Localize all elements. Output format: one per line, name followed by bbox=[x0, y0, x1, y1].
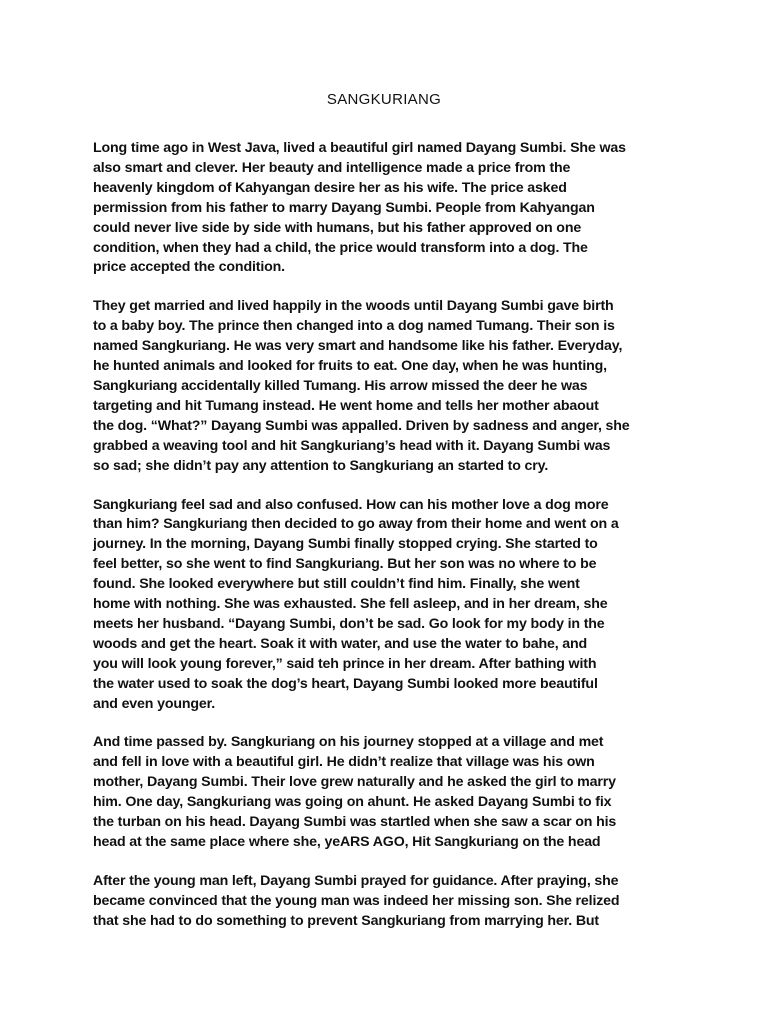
text-line: grabbed a weaving tool and hit Sangkuriang’s head with it. Dayang Sumbi was bbox=[93, 437, 611, 454]
text-line: woods and get the heart. Soak it with water, and use the water to bahe, and bbox=[93, 635, 588, 652]
text-line: targeting and hit Tumang instead. He went home and tells her mother abaout bbox=[93, 397, 599, 414]
text-line: than him? Sangkuriang then decided to go away from their home and went on a bbox=[93, 516, 619, 533]
text-line: named Sangkuriang. He was very smart and handsome like his father. Everyday, bbox=[93, 338, 623, 355]
text-line: Sangkuriang accidentally killed Tumang. His arrow missed the deer he was bbox=[93, 377, 588, 394]
text-line: price accepted the condition. bbox=[93, 259, 285, 276]
text-line: could never live side by side with humans, but his father approved on one bbox=[93, 219, 582, 236]
paragraph-3 bbox=[93, 496, 693, 715]
paragraph-1 bbox=[93, 139, 693, 278]
text-line: became convinced that the young man was indeed her missing son. She relized bbox=[93, 892, 620, 909]
text-line: Long time ago in West Java, lived a beautiful girl named Dayang Sumbi. She was bbox=[93, 140, 626, 156]
text-line: you will look young forever,” said teh prince in her dream. After bathing with bbox=[93, 655, 597, 672]
text-line: the water used to soak the dog’s heart, Dayang Sumbi looked more beautiful bbox=[93, 675, 598, 692]
document-title: SANGKURIANG bbox=[326, 91, 442, 108]
text-line: heavenly kingdom of Kahyangan desire her as his wife. The price asked bbox=[93, 179, 567, 196]
text-line: feel better, so she went to find Sangkuriang. But her son was no where to be bbox=[93, 556, 597, 573]
text-line: so sad; she didn’t pay any attention to Sangkuriang an started to cry. bbox=[93, 457, 549, 474]
text-line: and even younger. bbox=[93, 695, 216, 712]
paragraph-5 bbox=[93, 872, 693, 932]
paragraph-4 bbox=[93, 733, 693, 852]
text-line: journey. In the morning, Dayang Sumbi finally stopped crying. She started to bbox=[93, 536, 598, 553]
text-line: permission from his father to marry Dayang Sumbi. People from Kahyangan bbox=[93, 199, 595, 216]
text-line: and fell in love with a beautiful girl. He didn’t realize that village was his own bbox=[93, 754, 595, 771]
text-line: the turban on his head. Dayang Sumbi was startled when she saw a scar on his bbox=[93, 814, 617, 831]
text-line: him. One day, Sangkuriang was going on ahunt. He asked Dayang Sumbi to fix bbox=[93, 794, 612, 811]
text-line: found. She looked everywhere but still couldn’t find him. Finally, she went bbox=[93, 576, 580, 593]
text-line: that she had to do something to prevent Sangkuriang from marrying her. But bbox=[93, 912, 600, 929]
text-line: also smart and clever. Her beauty and intelligence made a price from the bbox=[93, 159, 571, 176]
paragraph-2 bbox=[93, 297, 693, 476]
text-line: to a baby boy. The prince then changed into a dog named Tumang. Their son is bbox=[93, 318, 615, 335]
text-line: After the young man left, Dayang Sumbi prayed for guidance. After praying, she bbox=[93, 872, 619, 889]
text-line: head at the same place where she, yeARS AGO, Hit Sangkuriang on the head bbox=[93, 834, 601, 850]
text-line: And time passed by. Sangkuriang on his journey stopped at a village and met bbox=[93, 734, 604, 751]
text-line: the dog. “What?” Dayang Sumbi was appalled. Driven by sadness and anger, she bbox=[93, 417, 630, 434]
document-body bbox=[93, 139, 693, 951]
text-line: mother, Dayang Sumbi. Their love grew naturally and he asked the girl to marry bbox=[93, 774, 616, 791]
text-line: They get married and lived happily in the woods until Dayang Sumbi gave birth bbox=[93, 298, 614, 315]
text-line: condition, when they had a child, the price would transform into a dog. The bbox=[93, 239, 588, 256]
text-line: home with nothing. She was exhausted. She fell asleep, and in her dream, she bbox=[93, 596, 608, 613]
text-line: he hunted animals and looked for fruits to eat. One day, when he was hunting, bbox=[93, 358, 607, 375]
text-line: Sangkuriang feel sad and also confused. How can his mother love a dog more bbox=[93, 496, 609, 513]
text-line: meets her husband. “Dayang Sumbi, don’t be sad. Go look for my body in the bbox=[93, 615, 605, 632]
